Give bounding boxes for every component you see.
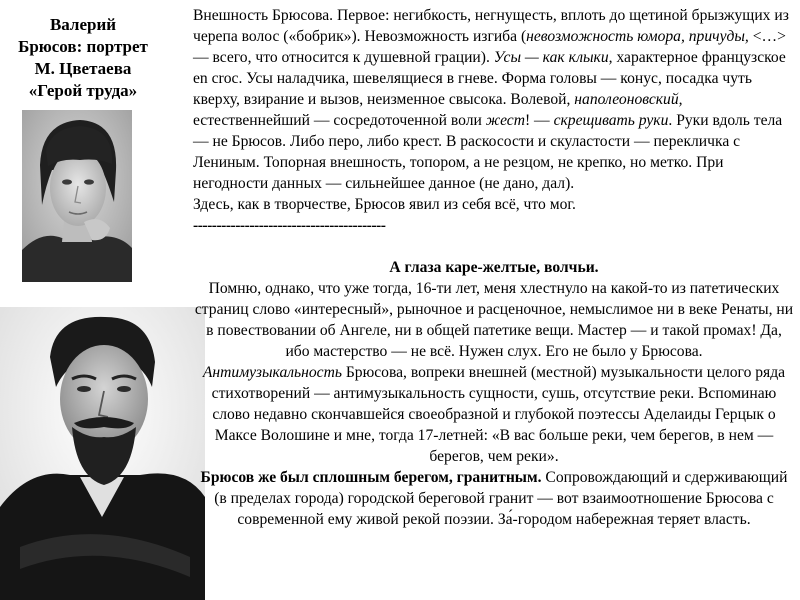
text-run-italic: наполеоновский, xyxy=(574,91,683,108)
paragraph-creativity: Здесь, как в творчестве, Брюсов явил из себя всё, что мог. xyxy=(193,196,576,213)
text-run-italic: Усы — как клыки, xyxy=(493,49,613,66)
text-run: характерное французское en croc. Усы наладчика, шевелящиеся в гневе. Форма головы — конус, посадка чуть кверху, взирание и вызов, неизменное свысока. Волевой, xyxy=(193,49,786,108)
title-line: М. Цветаева xyxy=(34,59,132,78)
text-run-italic: невозможность юмора, причуды, xyxy=(526,28,749,45)
paragraph-appearance xyxy=(193,5,795,194)
title-line: «Герой труда» xyxy=(28,81,138,100)
text-passage-appearance xyxy=(193,5,795,236)
text-run: Сопровождающий и сдерживающий (в пределах города) городской береговой гранит — вот взаимоотношение Брюсова с современной ему живой рекой поэзии. За́-городом набережная теряет власть. xyxy=(214,469,788,528)
text-run-italic: скрещивать руки xyxy=(553,112,669,129)
text-run: Брюсова, вопреки внешней (местной) музыкальности целого ряда стихотворений — антимузыкальность сущности, сушь, отсутствие реки. Вспоминаю слово недавно скончавшейся своеобразной и глубокой поэтессы Аделаиды Герцык о Максе Волошине и мне, тогда 17-летней: «В вас больше реки, чем берегов, в нем — берегов, чем реки». xyxy=(211,364,786,465)
text-run: естественнейший — сосредоточенной воли xyxy=(193,112,486,129)
text-run-italic: жест xyxy=(485,112,525,129)
text-run: ! — xyxy=(524,112,554,129)
text-run: <…> — всего, что относится к душевной грации). xyxy=(193,28,786,66)
section-heading: А глаза каре-желтые, волчьи. xyxy=(389,259,599,276)
portrait-photo-bottom xyxy=(0,307,205,600)
text-run: Внешность Брюсова. Первое: негибкость, негнущесть, вплоть до щетиной брызжущих из черепа волос («бобрик»). Невозможность изгиба ( xyxy=(193,7,789,45)
portrait-man-image xyxy=(0,307,205,600)
paragraph-granite xyxy=(193,467,795,530)
slide-title xyxy=(8,14,158,102)
divider-line: ----------------------------------------- xyxy=(193,217,386,234)
text-passage-eyes xyxy=(193,257,795,530)
text-run: . Руки вдоль тела — не Брюсов. Либо перо, либо крест. В раскосости и скуластости — перекличка с Лениным. Топорная внешность, топором, а не резцом, не крепко, но метко. При негодности данных — сильнейшее данное (не дано, дал). xyxy=(193,112,783,192)
text-run-bold: Брюсов же был сплошным берегом, гранитным. xyxy=(200,469,542,486)
paragraph-interesting: Помню, однако, что уже тогда, 16-ти лет, меня хлестнуло на какой-то из патетических страниц слово «интересный», рыночное и расценочное, немыслимое ни в веке Ренаты, ни в повествовании об Ангеле, ни в общей патетике вещи. Мастер — и такой промах! Да, ибо мастерство — не всё. Нужен слух. Его не было у Брюсова. xyxy=(194,280,794,360)
title-line: Брюсов: портрет xyxy=(18,37,148,56)
text-run-italic: Антимузыкальность xyxy=(202,364,342,381)
paragraph-antimusicality xyxy=(193,362,795,467)
portrait-photo-top xyxy=(22,110,132,282)
title-line: Валерий xyxy=(49,15,117,34)
portrait-woman-image xyxy=(22,110,132,282)
